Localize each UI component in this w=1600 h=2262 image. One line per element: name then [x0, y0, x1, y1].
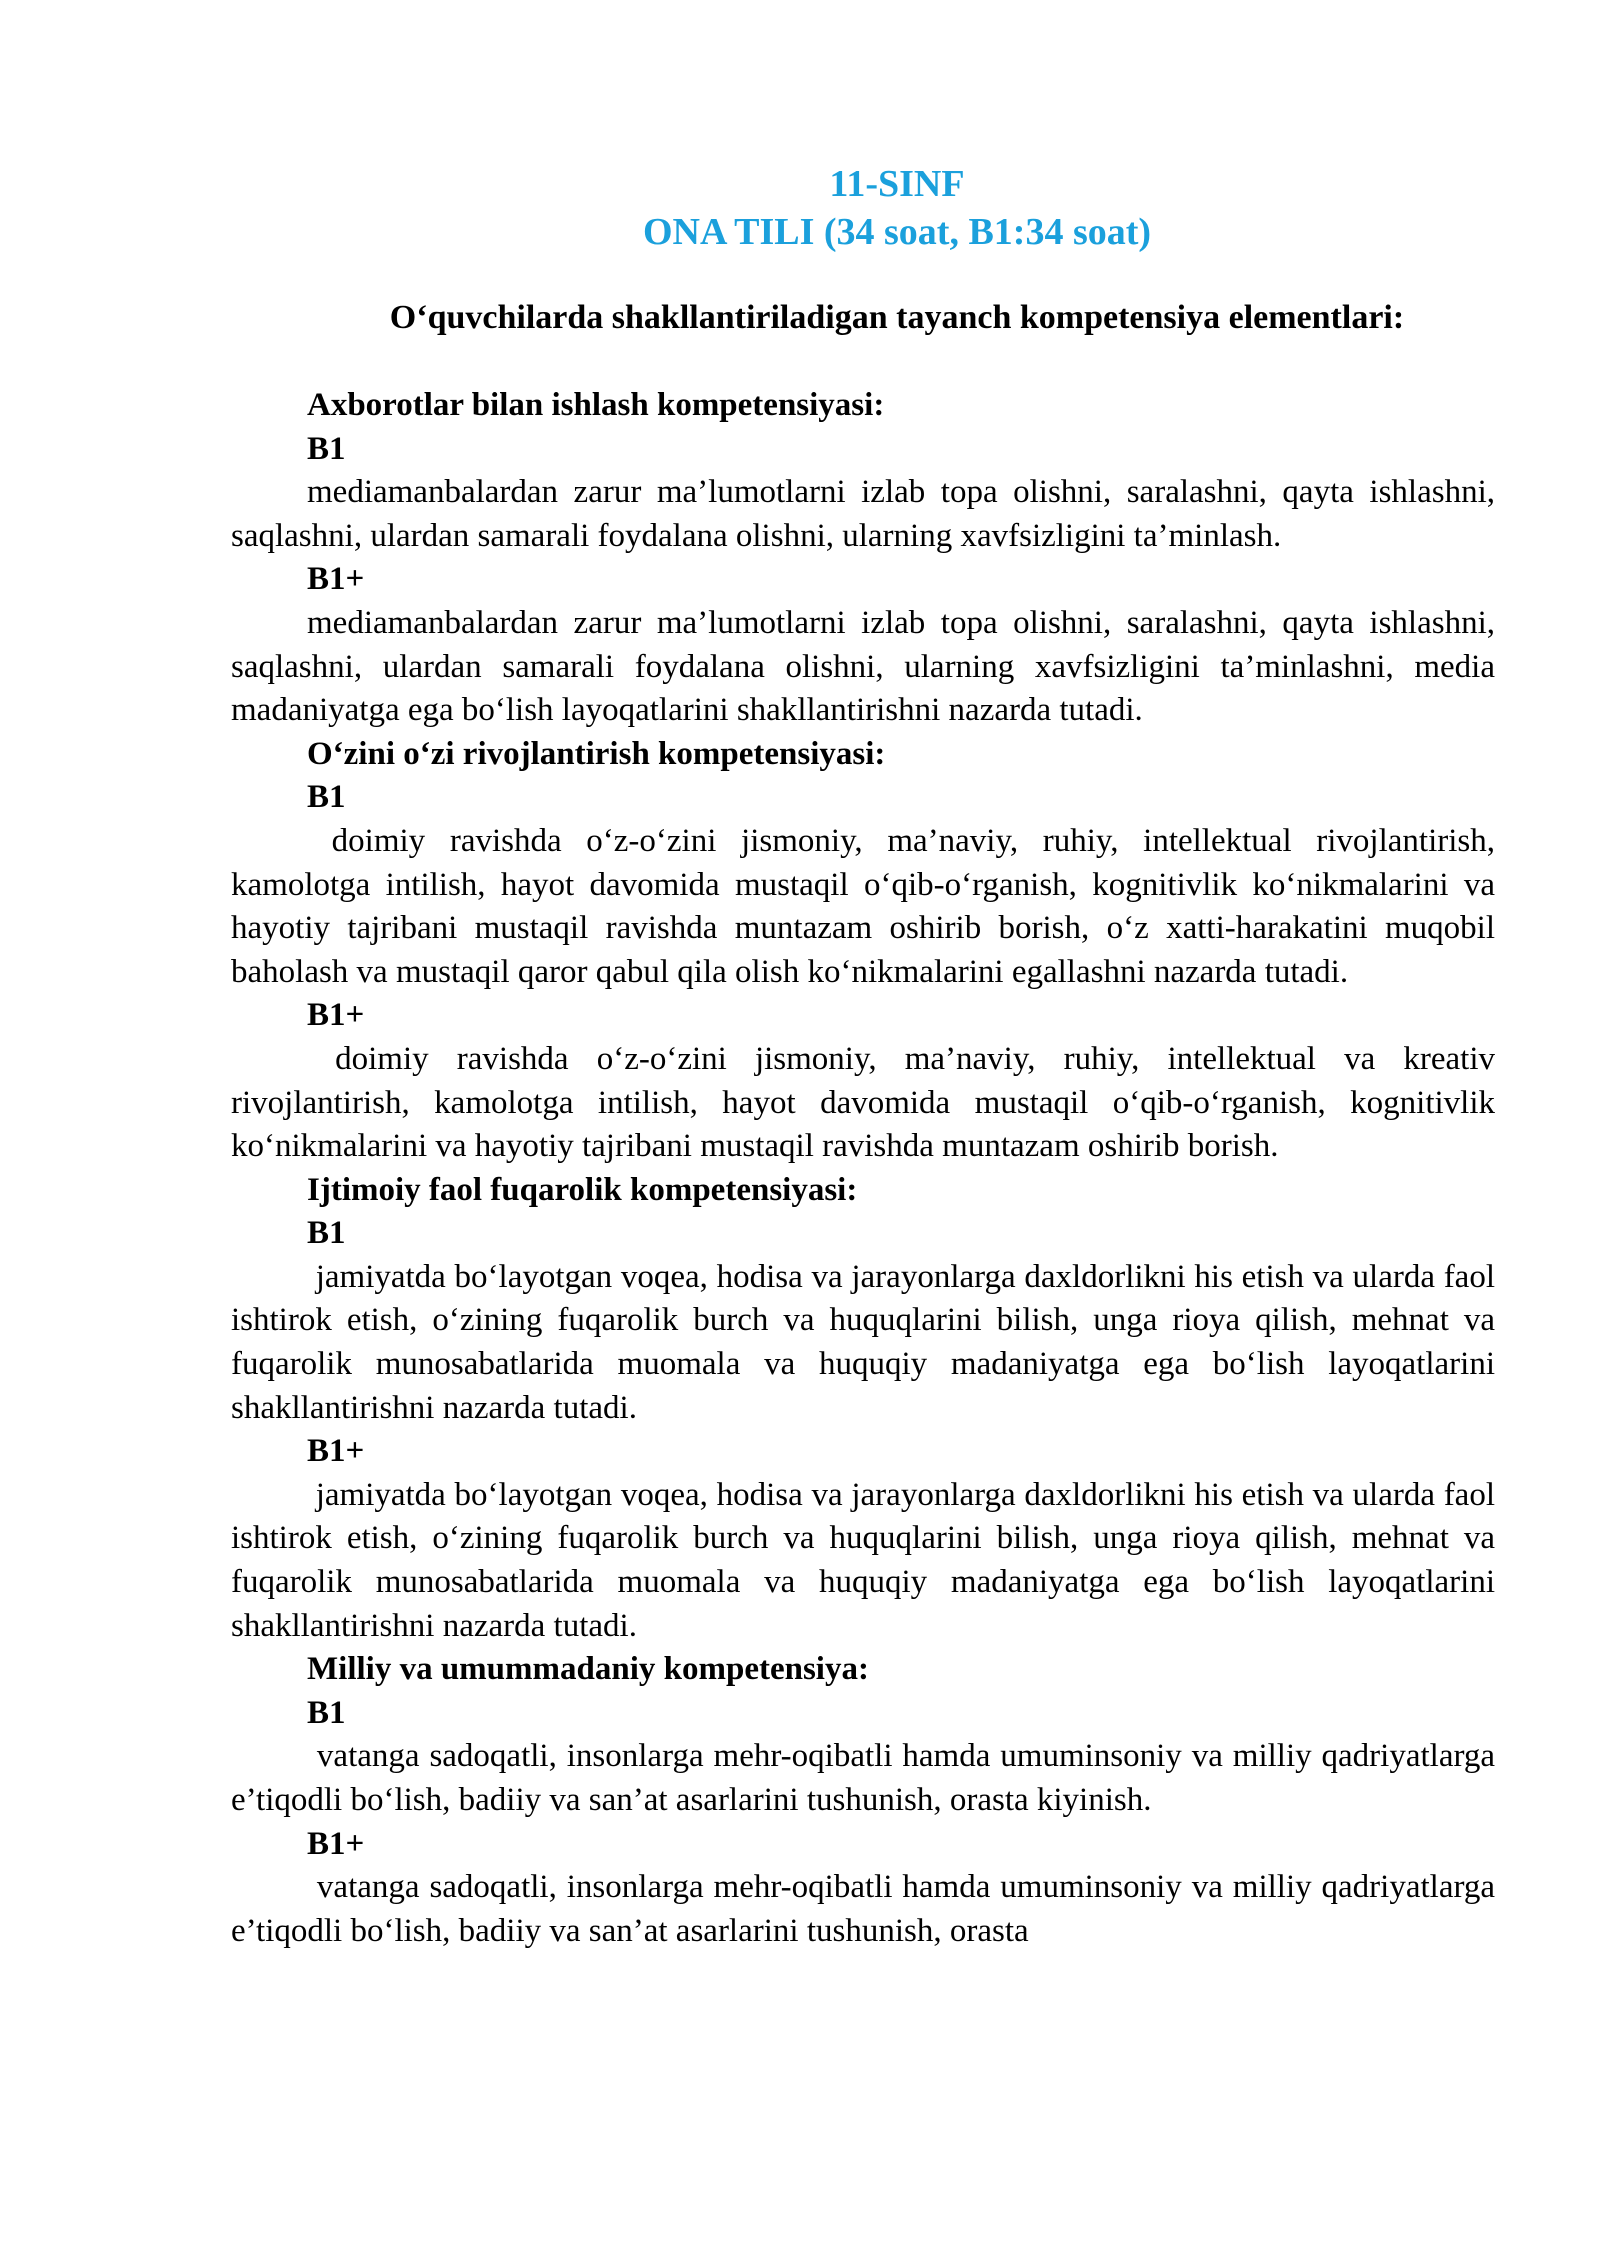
- title-block: [299, 160, 1495, 256]
- section-heading: Milliy va umummadaniy kompetensiya:: [307, 1651, 869, 1688]
- level-label-b1: B1: [307, 430, 346, 467]
- section-heading: O‘zini o‘zi rivojlantirish kompetensiyasi:: [307, 735, 886, 772]
- level-label-b1-plus: B1+: [307, 1825, 365, 1862]
- section-heading: Axborotlar bilan ishlash kompetensiyasi:: [307, 387, 885, 423]
- level-label-b1-plus: B1+: [307, 561, 365, 598]
- section-self-development: [231, 733, 1504, 1169]
- section-information: [231, 384, 1504, 733]
- section-cultural: [231, 1648, 1504, 1953]
- level-text-b1: mediamanbalardan zarur ma’lumotlarni izlab topa olishni, saralashni, qayta ishlashni, saqlashni, ulardan samarali foydalana olishni, ularning xavfsizligini ta’minlash.: [231, 474, 1504, 554]
- grade-title: 11-SINF: [829, 163, 965, 205]
- level-text-b1: vatanga sadoqatli, insonlarga mehr-oqibatli hamda umuminsoniy va milliy qadriyatlarga e’tiqodli bo‘lish, badiiy va san’at asarlarini tushunish, orasta kiyinish.: [231, 1738, 1504, 1818]
- level-text-b1-plus: doimiy ravishda o‘z-o‘zini jismoniy, ma’naviy, ruhiy, intellektual va kreativ rivojlantirish, kamolotga intilish, hayot davomida mustaqil o‘qib-o‘rganish, kognitivlik ko‘nikmalarini va hayotiy tajribani mustaqil ravishda muntazam oshirib borish.: [231, 1040, 1504, 1165]
- level-text-b1: jamiyatda bo‘layotgan voqea, hodisa va jarayonlarga daxldorlikni his etish va ularda faol ishtirok etish, o‘zining fuqarolik burch va huquqlarini bilish, unga rioya qilish, mehnat va fuqarolik munosabatlarida muomala va huquqiy madaniyatga ega bo‘lish layoqatlarini shakllantirishni nazarda tutadi.: [231, 1258, 1504, 1426]
- section-civic: [231, 1169, 1504, 1649]
- level-text-b1-plus: vatanga sadoqatli, insonlarga mehr-oqibatli hamda umuminsoniy va milliy qadriyatlarga e’tiqodli bo‘lish, badiiy va san’at asarlarini tushunish, orasta: [231, 1869, 1504, 1949]
- level-label-b1: B1: [307, 1694, 346, 1731]
- level-text-b1-plus: mediamanbalardan zarur ma’lumotlarni izlab topa olishni, saralashni, qayta ishlashni, saqlashni, ulardan samarali foydalana olishni, ularning xavfsizligini ta’minlashni, media madaniyatga ega bo‘lish layoqatlarini shakllantirishni nazarda tutadi.: [231, 604, 1504, 729]
- level-label-b1-plus: B1+: [307, 1433, 365, 1470]
- section-heading: Ijtimoiy faol fuqarolik kompetensiyasi:: [307, 1171, 858, 1208]
- level-text-b1: doimiy ravishda o‘z-o‘zini jismoniy, ma’naviy, ruhiy, intellektual rivojlantirish, kamolotga intilish, hayot davomida mustaqil o‘qib-o‘rganish, kognitivlik ko‘nikmalarini va hayotiy tajribani mustaqil ravishda muntazam oshirib borish, o‘z xatti-harakatini muqobil baholash va mustaqil qaror qabul qila olish ko‘nikmalarini egallashni nazarda tutadi.: [231, 822, 1504, 990]
- competency-subtitle: O‘quvchilarda shakllantiriladigan tayanch kompetensiya elementlari:: [389, 299, 1405, 336]
- level-label-b1: B1: [307, 1215, 346, 1252]
- level-text-b1-plus: jamiyatda bo‘layotgan voqea, hodisa va jarayonlarga daxldorlikni his etish va ularda faol ishtirok etish, o‘zining fuqarolik burch va huquqlarini bilish, unga rioya qilish, mehnat va fuqarolik munosabatlarida muomala va huquqiy madaniyatga ega bo‘lish layoqatlarini shakllantirishni nazarda tutadi.: [231, 1476, 1504, 1644]
- level-label-b1-plus: B1+: [307, 997, 365, 1034]
- subject-title: ONA TILI (34 soat, B1:34 soat): [642, 211, 1152, 253]
- competency-sections: [231, 384, 1504, 1953]
- level-label-b1: B1: [307, 779, 346, 816]
